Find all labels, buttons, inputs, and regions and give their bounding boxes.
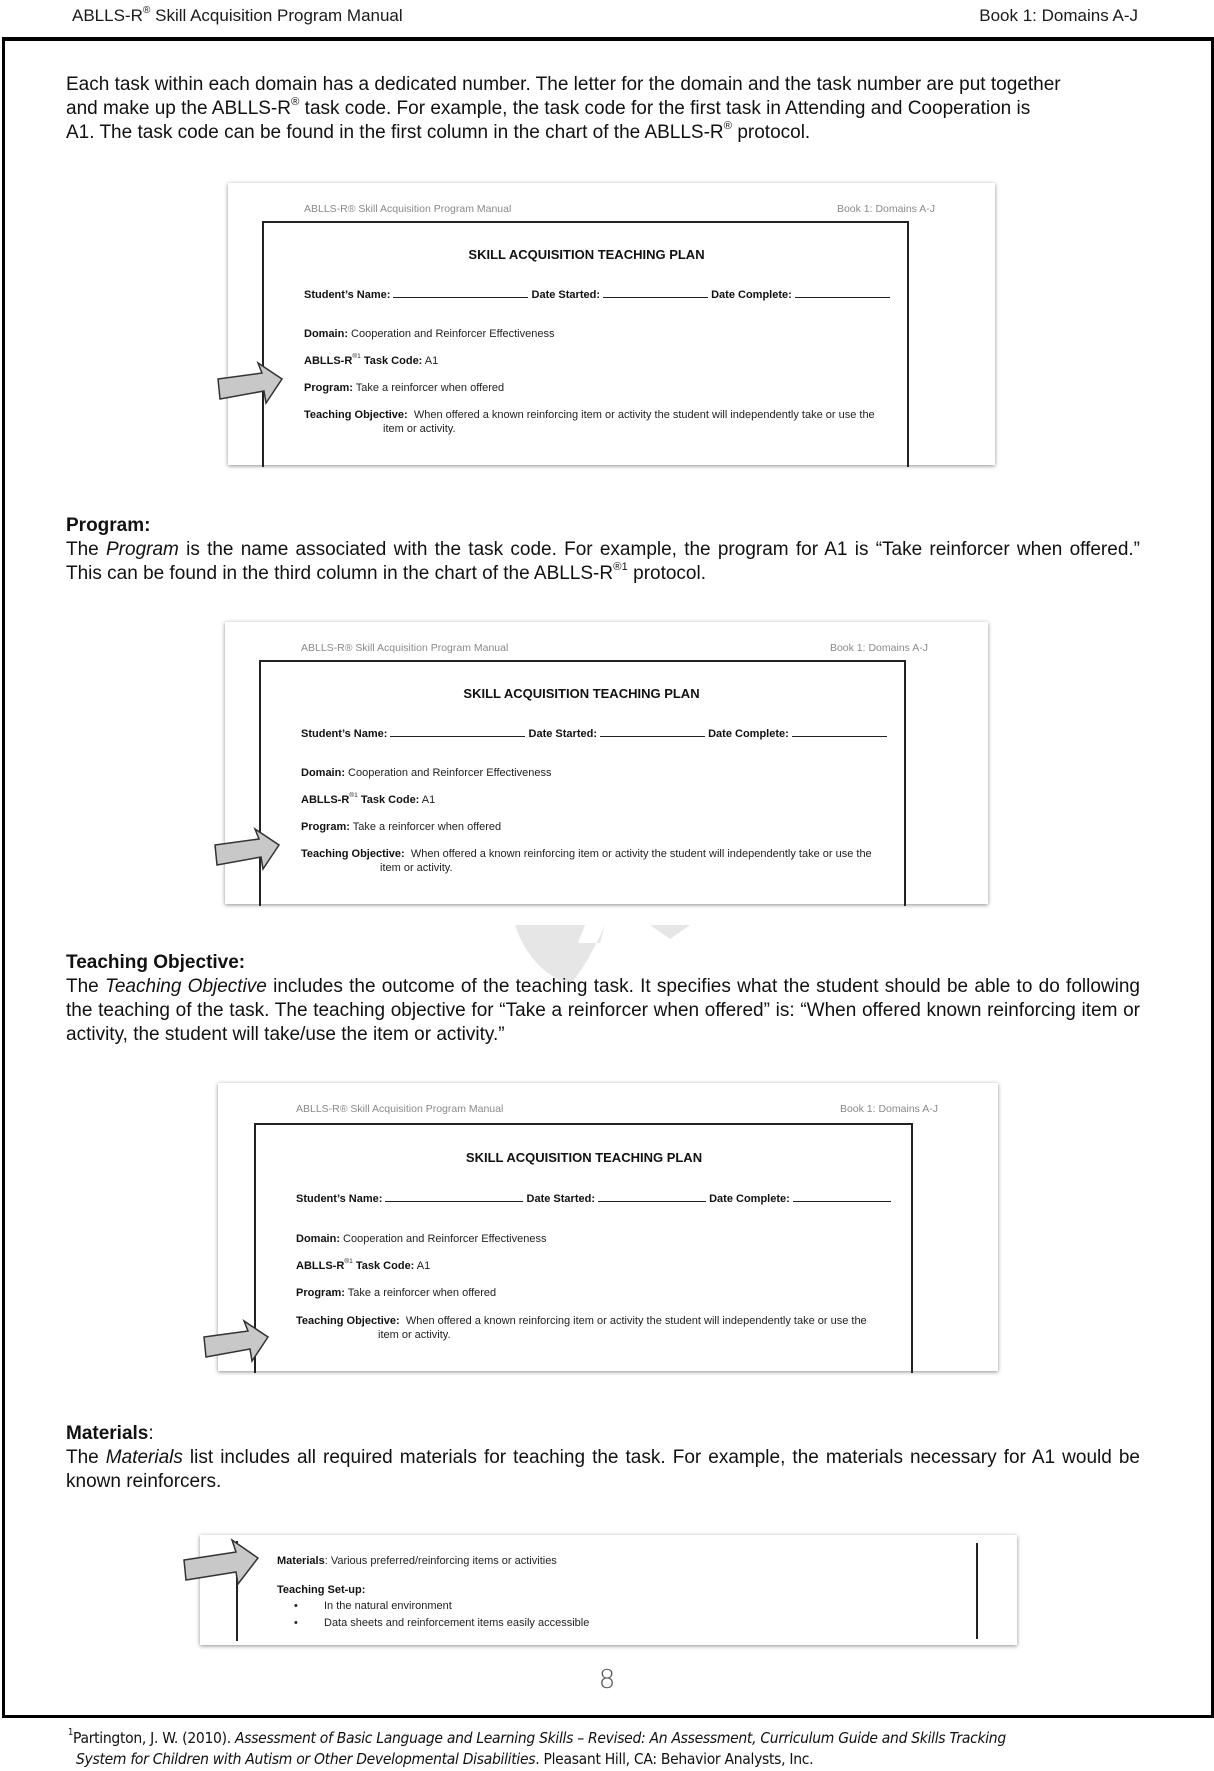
date-complete-blank — [793, 1191, 891, 1202]
task-code-label: ABLLS-R — [296, 1260, 345, 1272]
task-code-value: A1 — [419, 794, 436, 806]
date-started-label: Date Started: — [526, 1193, 595, 1205]
plan-title: SKILL ACQUISITION TEACHING PLAN — [463, 686, 700, 701]
bullet-icon: • — [294, 1600, 298, 1612]
teaching-plan-image-objective — [218, 1083, 998, 1371]
page-number: 8 — [598, 1665, 616, 1695]
book-title: Book 1: Domains A-J — [979, 6, 1138, 25]
objective-section — [66, 951, 1140, 1047]
footnote-line-1 — [68, 1728, 1168, 1749]
domain-row — [296, 1233, 546, 1245]
objective-row-cont: item or activity. — [378, 1329, 451, 1341]
objective-text-part: The — [66, 976, 105, 997]
registered-mark: ® — [290, 95, 300, 108]
objective-label: Teaching Objective: — [296, 1315, 400, 1327]
registered-mark: ® — [142, 4, 151, 16]
footnote-marker: 1 — [68, 1727, 74, 1739]
materials-heading-text: Materials — [66, 1423, 149, 1444]
setup-item — [294, 1600, 452, 1612]
program-text-part: The — [66, 539, 106, 560]
setup-item — [294, 1617, 590, 1629]
student-name-blank — [390, 726, 525, 737]
student-fields — [301, 726, 887, 740]
objective-label: Teaching Objective: — [301, 848, 405, 860]
registered-mark: ®1 — [349, 792, 358, 800]
program-heading: Program: — [66, 515, 151, 536]
setup-label: Teaching Set-up: — [277, 1584, 366, 1596]
objective-label: Teaching Objective: — [304, 409, 408, 421]
setup-item-text: Data sheets and reinforcement items easily accessible — [324, 1617, 590, 1629]
program-value: Take a reinforcer when offered — [349, 821, 502, 833]
student-name-blank — [393, 287, 528, 298]
objective-value: When offered a known reinforcing item or activity the student will independently take or use the — [413, 409, 875, 421]
footnote-author: Partington, J. W. (2010). — [73, 1729, 235, 1747]
image-header-left: ABLLS-R® Skill Acquisition Program Manual — [301, 642, 509, 654]
program-row — [301, 821, 501, 833]
footnote-title: Assessment of Basic Language and Learning Skills – Revised: An Assessment, Curriculum Guide and Skills Tracking — [235, 1729, 1006, 1747]
intro-text: task code. For example, the task code for the first task in Attending and Cooperation is — [299, 98, 1031, 119]
program-label: Program: — [304, 382, 353, 394]
objective-row — [304, 409, 875, 421]
objective-value: When offered a known reinforcing item or activity the student will independently take or use the — [410, 848, 872, 860]
program-text-part: is the name associated with the task code. For example, the program for A1 is “Take reinforcer when offered.” This can be found in the third column in the chart of the ABLLS-R — [66, 539, 1140, 584]
image-header-right: Book 1: Domains A-J — [829, 642, 928, 654]
domain-label: Domain: — [301, 767, 345, 779]
teaching-plan-image-materials — [200, 1535, 1017, 1645]
materials-text-part: list includes all required materials for teaching the task. For example, the materials necessary for A1 would be known reinforcers. — [66, 1447, 1140, 1492]
intro-line-1: Each task within each domain has a dedicated number. The letter for the domain and the task number are put together — [66, 74, 1061, 95]
intro-text: and make up the ABLLS-R — [66, 98, 291, 119]
task-code-row — [304, 355, 438, 367]
materials-heading — [66, 1422, 1140, 1446]
image-header-right: Book 1: Domains A-J — [836, 203, 935, 215]
bullet-icon: • — [294, 1617, 298, 1629]
image-form-right-border — [976, 1543, 978, 1639]
date-started-blank — [600, 726, 705, 737]
objective-heading: Teaching Objective: — [66, 952, 246, 973]
objective-text — [66, 975, 1140, 1047]
objective-term: Teaching Objective — [105, 976, 267, 997]
program-section — [66, 514, 1140, 586]
date-started-label: Date Started: — [528, 728, 597, 740]
date-complete-label: Date Complete: — [709, 1193, 790, 1205]
intro-line-3 — [66, 121, 1140, 145]
registered-mark: ®1 — [344, 1258, 353, 1266]
program-row — [296, 1287, 496, 1299]
task-code-label: Task Code: — [357, 794, 420, 806]
intro-paragraph — [66, 73, 1140, 145]
program-value: Take a reinforcer when offered — [352, 382, 505, 394]
teaching-plan-image-task-code — [228, 183, 995, 465]
materials-section — [66, 1422, 1140, 1494]
pointer-arrow-icon — [202, 1319, 272, 1365]
setup-label-row — [277, 1584, 365, 1596]
registered-footnote-mark: ®1 — [613, 560, 628, 573]
program-row — [304, 382, 504, 394]
date-complete-blank — [795, 287, 890, 298]
student-name-label: Student’s Name: — [301, 728, 388, 740]
plan-title: SKILL ACQUISITION TEACHING PLAN — [465, 1150, 703, 1165]
manual-title — [72, 6, 403, 26]
date-complete-label: Date Complete: — [711, 289, 792, 301]
materials-row — [277, 1555, 557, 1567]
objective-row-cont: item or activity. — [383, 423, 456, 435]
date-complete-blank — [792, 726, 887, 737]
materials-text — [66, 1446, 1140, 1494]
pointer-arrow-icon — [216, 361, 286, 407]
domain-label: Domain: — [296, 1233, 340, 1245]
student-fields — [304, 287, 890, 301]
running-header — [0, 4, 1214, 34]
program-term: Program — [106, 539, 179, 560]
task-code-label: Task Code: — [360, 355, 423, 367]
program-label: Program: — [296, 1287, 345, 1299]
program-text — [66, 538, 1140, 586]
footnote — [68, 1728, 1168, 1770]
domain-label: Domain: — [304, 328, 348, 340]
task-code-row — [301, 794, 435, 806]
footnote-line-2 — [68, 1749, 1168, 1770]
pointer-arrow-icon — [182, 1538, 262, 1588]
task-code-value: A1 — [422, 355, 439, 367]
student-name-blank — [385, 1191, 523, 1202]
pointer-arrow-icon — [213, 827, 283, 873]
plan-title: SKILL ACQUISITION TEACHING PLAN — [468, 247, 705, 262]
manual-title-main: ABLLS-R — [72, 6, 143, 25]
objective-row — [301, 848, 872, 860]
program-text-part: protocol. — [627, 563, 706, 584]
registered-mark: ® — [723, 119, 733, 132]
program-value: Take a reinforcer when offered — [344, 1287, 497, 1299]
task-code-label: Task Code: — [352, 1260, 415, 1272]
domain-value: Cooperation and Reinforcer Effectiveness — [345, 767, 552, 779]
intro-line-2 — [66, 97, 1140, 121]
teaching-plan-image-program — [225, 622, 988, 904]
materials-text-part: The — [66, 1447, 106, 1468]
materials-term: Materials — [105, 1447, 183, 1468]
task-code-label: ABLLS-R — [301, 794, 350, 806]
date-started-blank — [603, 287, 708, 298]
domain-value: Cooperation and Reinforcer Effectiveness — [348, 328, 555, 340]
image-header-right: Book 1: Domains A-J — [839, 1103, 938, 1115]
setup-item-text: In the natural environment — [324, 1600, 452, 1612]
date-complete-label: Date Complete: — [708, 728, 789, 740]
intro-text: protocol. — [732, 122, 811, 143]
image-header-left: ABLLS-R® Skill Acquisition Program Manual — [304, 203, 512, 215]
footnote-publisher: . Pleasant Hill, CA: Behavior Analysts, Inc. — [535, 1750, 814, 1768]
program-label: Program: — [301, 821, 350, 833]
domain-row — [301, 767, 551, 779]
student-name-label: Student’s Name: — [296, 1193, 383, 1205]
manual-title-rest: Skill Acquisition Program Manual — [150, 6, 403, 25]
objective-row-cont: item or activity. — [380, 862, 453, 874]
registered-mark: ®1 — [352, 353, 361, 361]
objective-row — [296, 1315, 867, 1327]
task-code-label: ABLLS-R — [304, 355, 353, 367]
materials-heading-colon: : — [148, 1423, 154, 1444]
domain-row — [304, 328, 554, 340]
materials-label: Materials — [277, 1555, 325, 1567]
domain-value: Cooperation and Reinforcer Effectiveness — [340, 1233, 547, 1245]
task-code-value: A1 — [414, 1260, 431, 1272]
materials-value: : Various preferred/reinforcing items or activities — [324, 1555, 557, 1567]
image-header-left: ABLLS-R® Skill Acquisition Program Manual — [296, 1103, 504, 1115]
task-code-row — [296, 1260, 430, 1272]
student-name-label: Student’s Name: — [304, 289, 391, 301]
footnote-title: System for Children with Autism or Other Developmental Disabilities — [76, 1750, 536, 1768]
date-started-blank — [598, 1191, 706, 1202]
intro-text: A1. The task code can be found in the first column in the chart of the ABLLS-R — [66, 122, 724, 143]
student-fields — [296, 1191, 891, 1205]
objective-value: When offered a known reinforcing item or activity the student will independently take or use the — [405, 1315, 867, 1327]
date-started-label: Date Started: — [531, 289, 600, 301]
objective-text-part: includes the outcome of the teaching task. It specifies what the student should be able to do following the teaching of the task. The teaching objective for “Take a reinforcer when offered” is: “When offered known reinforcing item or activity, the student will take/use the item or activity.” — [66, 976, 1140, 1045]
